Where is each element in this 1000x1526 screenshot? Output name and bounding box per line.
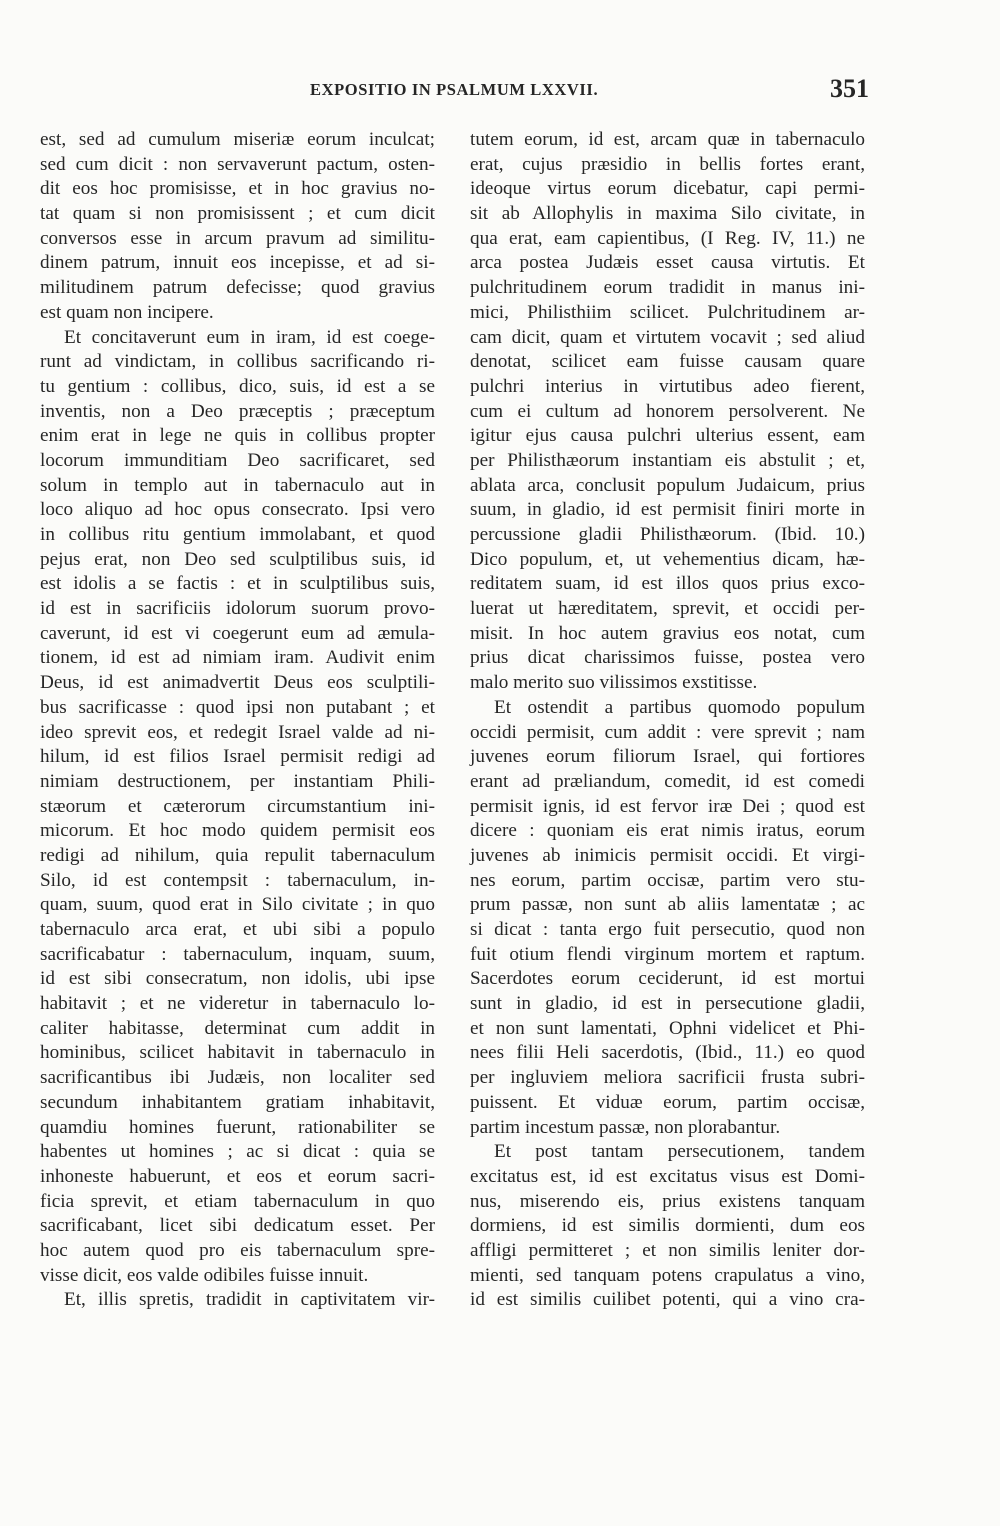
- text-line: pulchritudinem eorum tradidit in manus ini-: [470, 277, 865, 299]
- left-text-column: [40, 128, 435, 1313]
- text-line: tabernaculo arca erat, et ubi sibi a populo: [40, 919, 435, 940]
- text-line: cam dicit, quam et virtutem vocavit ; sed aliud: [470, 326, 865, 348]
- text-line: inhoneste habuerunt, et eos et eorum sacri-: [40, 1165, 435, 1187]
- text-line: in collibus ritu gentium immolabant, et quod: [40, 524, 435, 545]
- text-line: Deus, id est animadvertit Deus eos sculptili-: [40, 672, 435, 694]
- text-line: ablata arca, conclusit populum Judaicum, prius: [470, 474, 865, 496]
- text-line: si dicat : tanta ergo fuit persecutio, quod non: [470, 919, 865, 940]
- text-line: sit ab Allophylis in maxima Silo civitate, in: [470, 203, 865, 225]
- text-line: juvenes eorum filiorum Israel, qui fortiores: [470, 746, 865, 768]
- page-number: 351: [830, 74, 869, 103]
- text-line: partim incestum passæ, non plorabantur.: [470, 1116, 781, 1138]
- text-line: juvenes ab inimicis permisit occidi. Et virgi-: [470, 844, 865, 866]
- text-line: est idolis a se factis : et in sculptilibus suis,: [40, 573, 435, 595]
- text-line: tionem, id est ad nimiam iram. Audivit enim: [40, 647, 435, 669]
- text-line: tu gentium : collibus, dico, suis, id est a se: [40, 375, 435, 397]
- text-line: caverunt, id est vi coegerunt eum ad æmula-: [40, 622, 435, 644]
- text-line: dicere : quoniam eis erat nimis iratus, eorum: [470, 820, 865, 842]
- text-line: stæorum et cæterorum circumstantium ini-: [40, 795, 435, 817]
- text-line: Et, illis spretis, tradidit in captivitatem vir-: [64, 1289, 435, 1311]
- text-line: puissent. Et viduæ eorum, partim occisæ,: [470, 1091, 865, 1113]
- text-line: Sacerdotes eorum ceciderunt, id est mortui: [470, 968, 865, 990]
- text-line: nimiam destructionem, per instantiam Phili-: [40, 770, 435, 792]
- running-title: EXPOSITIO IN PSALMUM LXXVII.: [310, 80, 599, 99]
- text-line: et non sunt lamentati, Ophni videlicet et Phi-: [470, 1017, 865, 1039]
- text-line: denotat, scilicet eam fuisse causam quare: [470, 351, 865, 373]
- text-line: hoc autem quod pro eis tabernaculum spre-: [40, 1239, 435, 1261]
- text-line: hominibus, scilicet habitavit in tabernaculo in: [40, 1042, 435, 1064]
- text-line: inventis, non a Deo præceptis ; præceptum: [40, 400, 435, 422]
- text-line: conversos esse in arcum pravum ad similitu-: [40, 227, 435, 249]
- text-line: tutem eorum, id est, arcam quæ in tabernaculo: [470, 129, 865, 150]
- text-line: id est in sacrificiis idolorum suorum provo-: [40, 598, 435, 620]
- text-line: id est sibi consecratum, non idolis, ubi ipse: [40, 968, 435, 990]
- text-line: dinem patrum, innuit eos incepisse, et ad si-: [40, 252, 435, 274]
- text-line: hilum, id est filios Israel permisit redigi ad: [40, 746, 435, 768]
- text-line: igitur ejus causa pulchri ulterius essent, eam: [470, 425, 865, 447]
- text-line: dit eos hoc promisisse, et in hoc gravius no-: [40, 178, 435, 200]
- text-line: cum ei cultum ad honorem persolverent. Ne: [470, 400, 865, 422]
- text-line: sacrificabatur : tabernaculum, inquam, suum,: [40, 943, 435, 965]
- text-line: arca postea Judæis esset causa virtutis. Et: [470, 252, 865, 274]
- text-line: tat quam si non promisissent ; et cum dicit: [40, 203, 435, 225]
- text-line: nes eorum, partim occisæ, partim vero stu-: [470, 869, 865, 891]
- text-line: suum, in gladio, id est permisit finiri morte in: [470, 499, 865, 521]
- text-line: ideoque virtus eorum dicebatur, capi permi-: [470, 178, 865, 200]
- text-line: pulchri interius in virtutibus adeo fierent,: [470, 375, 865, 397]
- text-line: fuit otium flendi virginum mortem et raptum.: [470, 943, 865, 965]
- text-line: quamdiu homines fuerunt, rationabiliter se: [40, 1116, 435, 1138]
- text-line: malo merito suo vilissimos exstitisse.: [470, 672, 758, 694]
- text-line: pejus erat, non Deo sed sculptilibus suis, id: [40, 548, 435, 570]
- running-header: [0, 74, 1000, 110]
- text-line: caliter habitasse, determinat cum addit in: [40, 1017, 435, 1039]
- text-line: per ingluviem meliora sacrificii frusta subri-: [470, 1067, 865, 1089]
- text-line: Et concitaverunt eum in iram, id est coege-: [64, 326, 435, 348]
- text-line: dormiens, id est similis dormienti, dum eos: [470, 1215, 865, 1237]
- text-line: nus, miserendo eis, prius existens tanquam: [470, 1190, 865, 1212]
- text-line: loco aliquo ad hoc opus consecrato. Ipsi vero: [40, 499, 435, 521]
- text-line: qua erat, eam capientibus, (I Reg. IV, 11.) ne: [470, 227, 865, 249]
- text-line: id est similis cuilibet potenti, qui a vino cra-: [470, 1289, 865, 1311]
- text-line: reditatem suam, id est illos quos prius exco-: [470, 573, 865, 595]
- text-line: quam, suum, quod erat in Silo civitate ; in quo: [40, 894, 435, 916]
- text-line: locorum immunditiam Deo sacrificaret, sed: [40, 449, 435, 471]
- text-line: per Philisthæorum instantiam eis abstulit ; et,: [470, 449, 865, 471]
- text-line: Dico populum, et, ut vehementius dicam, hæ-: [470, 548, 865, 570]
- text-line: mienti, sed tanquam potens crapulatus a vino,: [470, 1264, 865, 1286]
- text-line: erat, cujus præsidio in bellis fortes erant,: [470, 153, 865, 175]
- text-line: ideo sprevit eos, et redegit Israel valde ad ni-: [40, 721, 435, 743]
- text-line: misit. In hoc autem gravius eos notat, cum: [470, 622, 865, 644]
- text-line: habentes ut homines ; ac si dicat : quia se: [40, 1141, 435, 1163]
- text-line: est, sed ad cumulum miseriæ eorum inculcat;: [40, 129, 435, 150]
- text-line: prius dicat charissimos fuisse, postea vero: [470, 647, 865, 669]
- text-line: runt ad vindictam, in collibus sacrificando ri-: [40, 351, 435, 373]
- text-line: permisit ignis, id est fervor iræ Dei ; quod est: [470, 795, 865, 817]
- text-line: sacrificantibus ibi Judæis, non localiter sed: [40, 1067, 435, 1089]
- text-line: Silo, id est contempsit : tabernaculum, in-: [40, 869, 435, 891]
- text-line: solum in templo aut in tabernaculo aut in: [40, 474, 435, 496]
- text-line: sed cum dicit : non servaverunt pactum, osten-: [40, 153, 435, 175]
- text-line: secundum inhabitantem gratiam inhabitavit,: [40, 1091, 435, 1113]
- text-line: redigi ad nihilum, quia repulit tabernaculum: [40, 844, 435, 866]
- text-line: enim erat in lege ne quis in collibus propter: [40, 425, 435, 447]
- text-line: occidi permisit, cum addit : vere sprevit ; nam: [470, 721, 865, 743]
- text-line: ficia sprevit, et etiam tabernaculum in quo: [40, 1190, 435, 1212]
- text-line: excitatus est, id est excitatus visus est Domi-: [470, 1165, 865, 1187]
- text-line: visse dicit, eos valde odibiles fuisse innuit.: [40, 1264, 369, 1286]
- text-line: percussione gladii Philisthæorum. (Ibid. 10.): [470, 524, 865, 545]
- text-line: affligi permitteret ; et non similis leniter dor-: [470, 1239, 865, 1261]
- text-line: Et post tantam persecutionem, tandem: [494, 1141, 865, 1163]
- text-line: mici, Philisthiim scilicet. Pulchritudinem ar-: [470, 301, 865, 323]
- text-line: sacrificabant, licet sibi dedicatum esset. Per: [40, 1215, 435, 1237]
- text-line: bus sacrificasse : quod ipsi non putabant ; et: [40, 696, 435, 718]
- text-line: habitavit ; et ne videretur in tabernaculo lo-: [40, 993, 435, 1015]
- text-line: est quam non incipere.: [40, 301, 214, 323]
- text-line: Et ostendit a partibus quomodo populum: [494, 696, 865, 718]
- text-line: micorum. Et hoc modo quidem permisit eos: [40, 820, 435, 842]
- text-line: nees filii Heli sacerdotis, (Ibid., 11.) eo quod: [470, 1042, 865, 1064]
- text-line: prum passæ, non sunt ab aliis lamentatæ ; ac: [470, 894, 865, 916]
- text-line: militudinem patrum defecisse; quod gravius: [40, 277, 435, 299]
- text-line: sunt in gladio, id est in persecutione gladii,: [470, 993, 865, 1015]
- text-line: luerat ut hæreditatem, sprevit, et occidi per-: [470, 598, 865, 620]
- right-text-column: [470, 128, 865, 1313]
- text-line: erant ad præliandum, comedit, id est comedi: [470, 770, 865, 792]
